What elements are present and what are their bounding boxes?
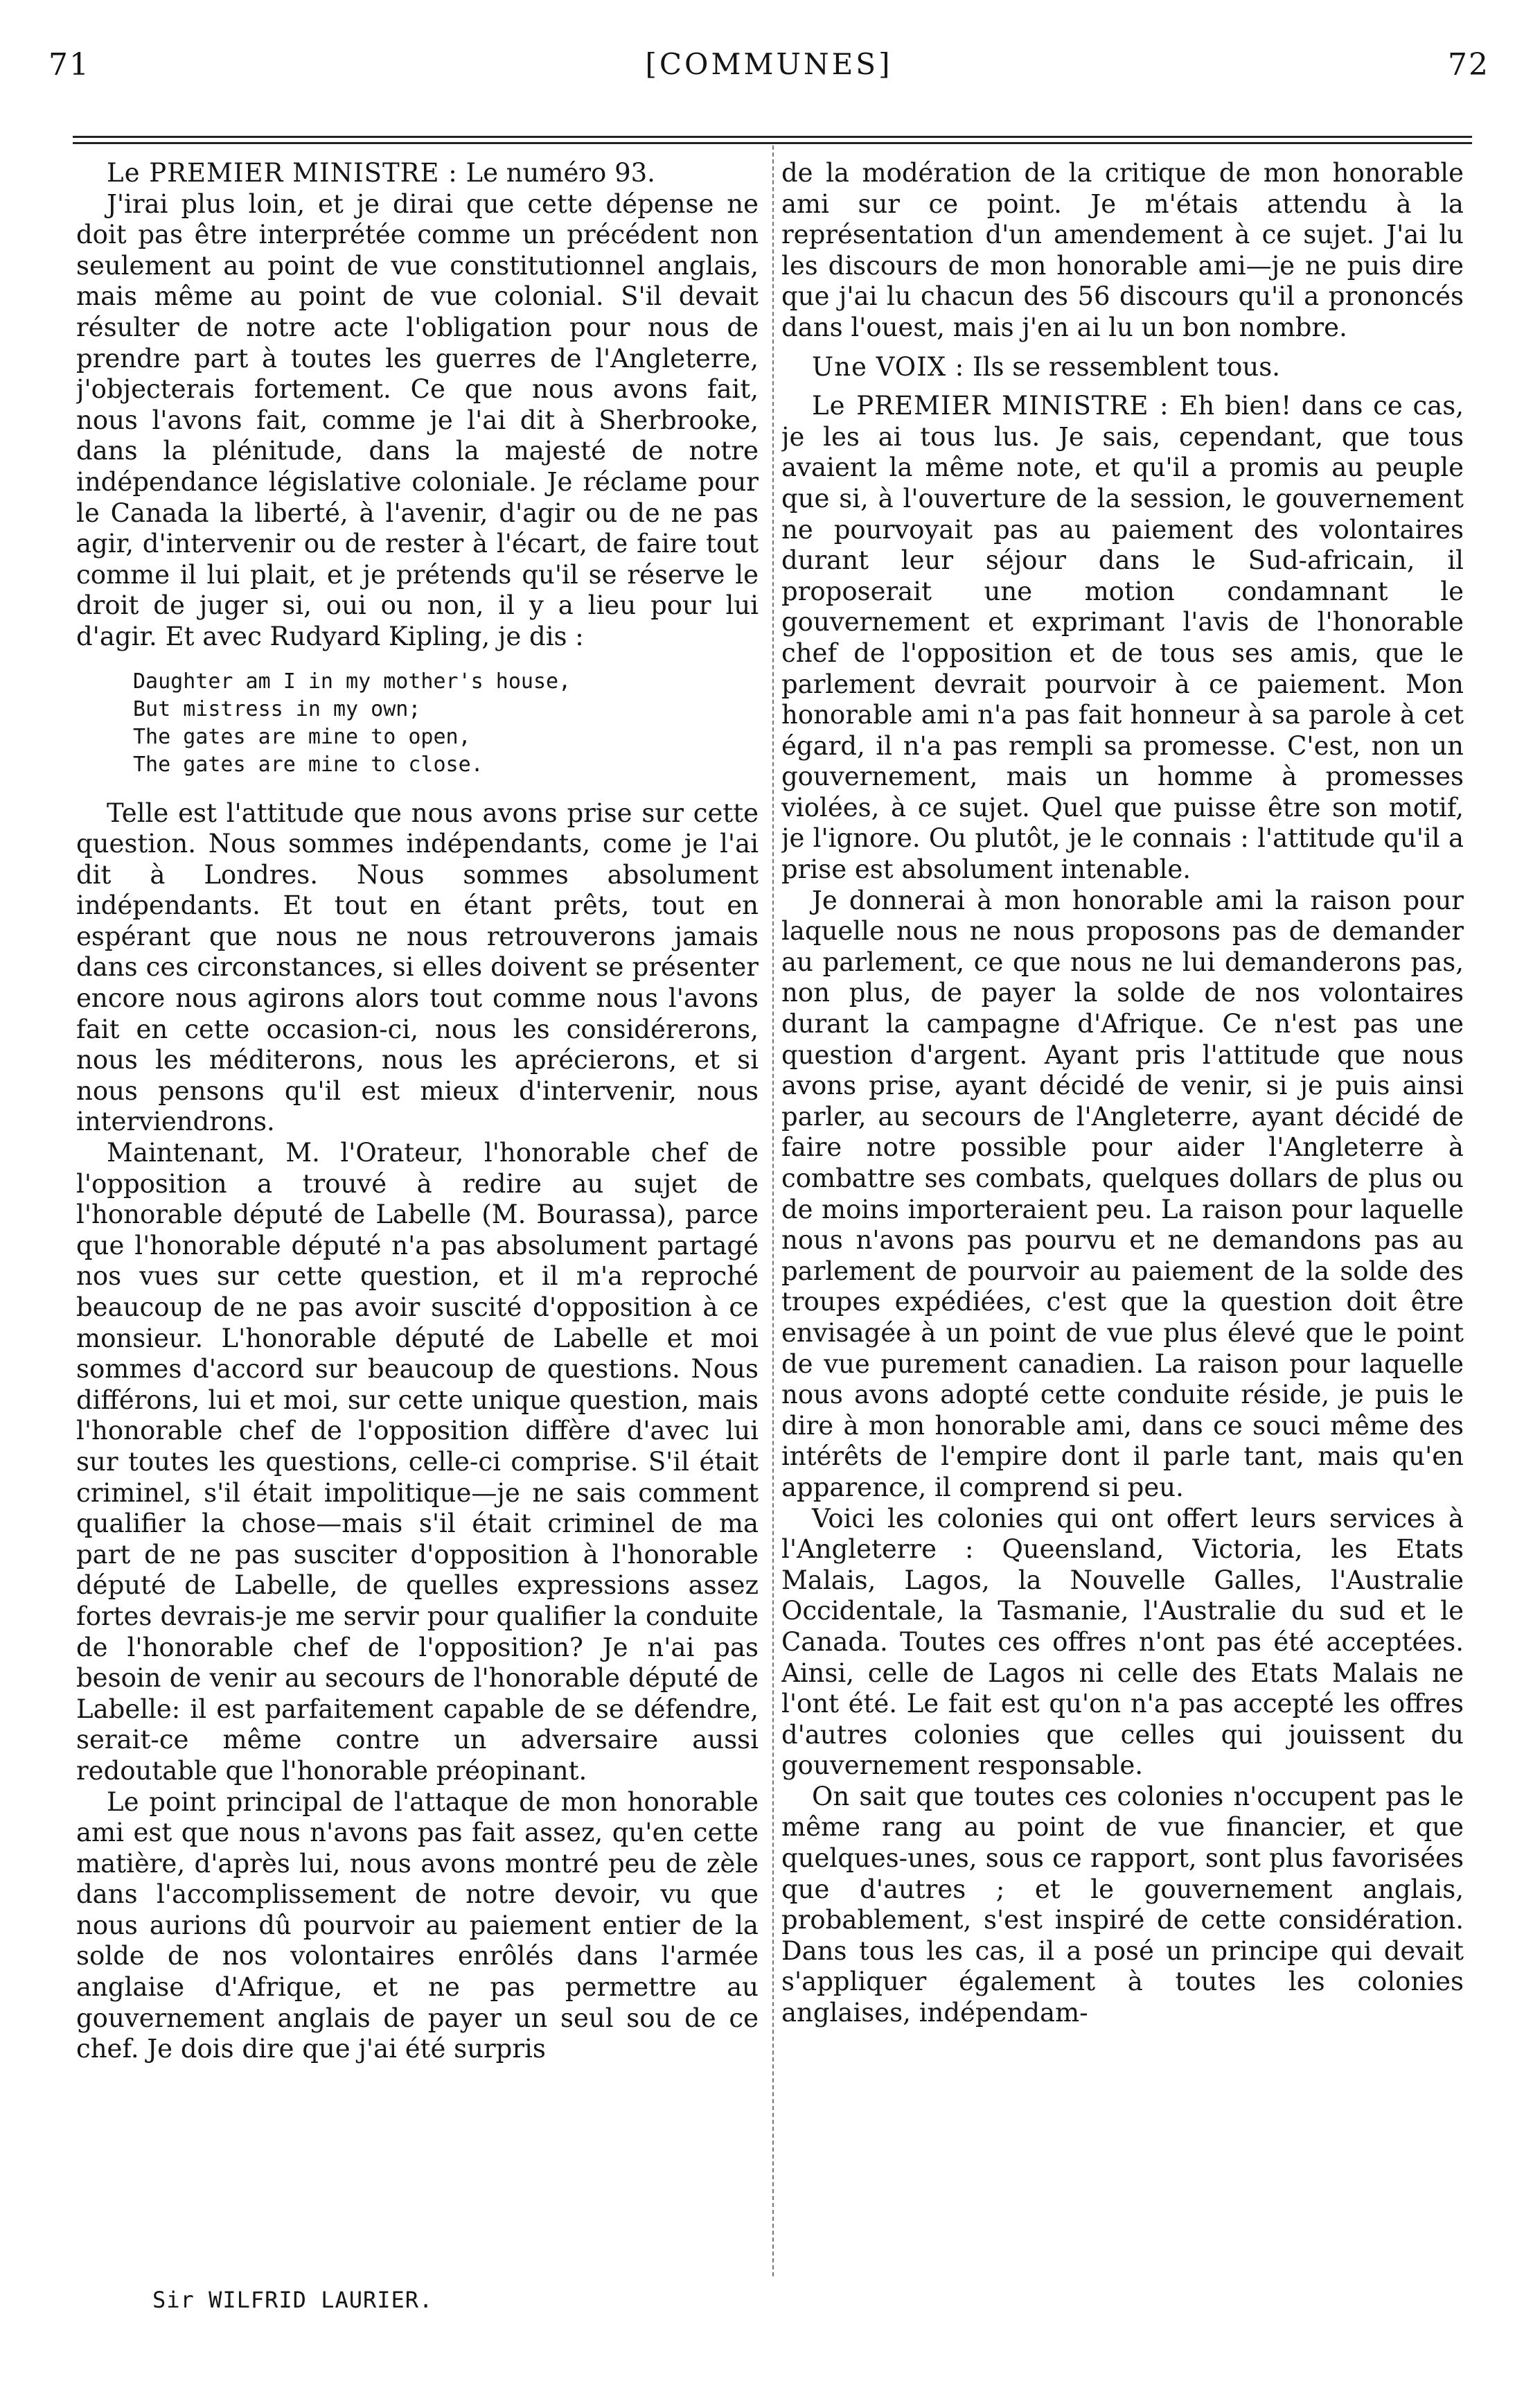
paragraph: de la modération de la critique de mon honorable ami sur ce point. Je m'étais attendu à la représentation d'un amendement à ce sujet. J'ai lu les discours de mon honorable ami—je ne puis dire que j'ai lu chacun des 56 discours qu'il a prononcés dans l'ouest, mais j'en ai lu un bon nombre. xyxy=(781,158,1464,342)
speech-text: Le numéro 93. xyxy=(466,158,655,188)
paragraph: Le point principal de l'attaque de mon honorable ami est que nous n'avons pas fait assez, qu'en cette matière, d'après lui, nous avons montré peu de zèle dans l'accomplissement de notre devoir, vu que nous aurions dû pourvoir au paiement entier de la solde de nos volontaires enrôlés dans l'armée anglaise d'Afrique, et ne pas permettre au gouvernement anglais de payer un seul sou de ce chef. Je dois dire que j'ai été surpris xyxy=(76,1786,759,2064)
running-title: [COMMUNES] xyxy=(645,47,893,81)
left-column xyxy=(76,158,759,2292)
right-column xyxy=(781,158,1464,2292)
speech-text: Ils se ressemblent tous. xyxy=(973,351,1281,382)
speaker-name: Le PREMIER MINISTRE : xyxy=(107,158,458,188)
page-number-left: 71 xyxy=(48,47,90,82)
signature-line: Sir WILFRID LAURIER. xyxy=(152,2287,434,2313)
page-number-right: 72 xyxy=(1448,47,1489,82)
speaker-name: Une VOIX : xyxy=(812,351,965,382)
paragraph: Je donnerai à mon honorable ami la raison pour laquelle nous ne nous proposons pas de demander au parlement, ce que nous ne lui demanderons pas, non plus, de payer la solde de nos volontaires durant la campagne d'Afrique. Ce n'est pas une question d'argent. Ayant pris l'attitude que nous avons prise, ayant décidé de venir, si je puis ainsi parler, au secours de l'Angleterre, ayant décidé de faire notre possible pour aider l'Angleterre à combattre ses combats, quelques dollars de plus ou de moins importeraient peu. La raison pour laquelle nous n'avons pas pourvu et ne demandons pas au parlement de pourvoir au paiement de la solde des troupes expédiées, c'est que la question doit être envisagée à un point de vue plus élevé que le point de vue purement canadien. La raison pour laquelle nous avons adopté cette conduite réside, je puis le dire à mon honorable ami, dans ce souci même des intérêts de l'empire dont il parle tant, mais qu'en apparence, il comprend si peu. xyxy=(781,885,1464,1502)
column-divider xyxy=(772,146,774,2276)
verse-line: Daughter am I in my mother's house, xyxy=(133,669,571,694)
paragraph xyxy=(781,352,1464,383)
paragraph: Maintenant, M. l'Orateur, l'honorable chef de l'opposition a trouvé à redire au sujet de l'honorable député de Labelle (M. Bourassa), parce que l'honorable député n'a pas absolument partagé nos vues sur cette question, et il m'a reproché beaucoup de ne pas avoir suscité d'opposition à ce monsieur. L'honorable député de Labelle et moi sommes d'accord sur beaucoup de questions. Nous différons, lui et moi, sur cette unique question, mais l'honorable chef de l'opposition diffère d'avec lui sur toutes les questions, celle-ci comprise. S'il était criminel, s'il était impolitique—je ne sais comment qualifier la chose—mais s'il était criminel de ma part de ne pas susciter d'opposition à l'honorable député de Labelle, de quelles expressions assez fortes devrais-je me servir pour qualifier la conduite de l'honorable chef de l'opposition? Je n'ai pas besoin de venir au secours de l'honorable député de Labelle: il est parfaitement capable de se défendre, serait-ce même contre un adversaire aussi redoutable que l'honorable préopinant. xyxy=(76,1138,759,1786)
header-rule xyxy=(73,136,1472,138)
speaker-name: Le PREMIER MINISTRE : xyxy=(812,391,1169,421)
quoted-verse xyxy=(133,668,759,779)
paragraph xyxy=(781,391,1464,886)
paragraph: Voici les colonies qui ont offert leurs services à l'Angleterre : Queensland, Victoria, les Etats Malais, Lagos, la Nouvelle Galles, l'Australie Occidentale, la Tasmanie, l'Australie du sud et le Canada. Toutes ces offres n'ont pas été acceptées. Ainsi, celle de Lagos ni celle des Etats Malais ne l'ont été. Le fait est qu'on n'a pas accepté les offres d'autres colonies que celles qui jouissent du gouvernement responsable. xyxy=(781,1503,1464,1781)
paragraph: On sait que toutes ces colonies n'occupent pas le même rang au point de vue financier, et que quelques-unes, sous ce rapport, sont plus favorisées que d'autres ; et le gouvernement anglais, probablement, s'est inspiré de cette considération. Dans tous les cas, il a posé un principe qui devait s'appliquer également à toutes les colonies anglaises, indépendam- xyxy=(781,1781,1464,2028)
paragraph xyxy=(76,158,759,189)
paragraph: J'irai plus loin, et je dirai que cette dépense ne doit pas être interprétée comme un précédent non seulement au point de vue constitutionnel anglais, mais même au point de vue colonial. S'il devait résulter de notre acte l'obligation pour nous de prendre part à toutes les guerres de l'Angleterre, j'objecterais fortement. Ce que nous avons fait, nous l'avons fait, comme je l'ai dit à Sherbrooke, dans la plénitude, dans la majesté de notre indépendance législative coloniale. Je réclame pour le Canada la liberté, à l'avenir, d'agir ou de ne pas agir, d'intervenir ou de rester à l'écart, de faire tout comme il lui plait, et je prétends qu'il se réserve le droit de juger si, oui ou non, il y a lieu pour lui d'agir. Et avec Rudyard Kipling, je dis : xyxy=(76,188,759,651)
header-rule-double xyxy=(73,142,1472,144)
paragraph: Telle est l'attitude que nous avons prise sur cette question. Nous sommes indépendants, come je l'ai dit à Londres. Nous sommes absolument indépendants. Et tout en étant prêts, tout en espérant que nous ne nous retrouverons jamais dans ces circonstances, si elles doivent se présenter encore nous agirons alors tout comme nous l'avons fait en cette occasion-ci, nous les considérerons, nous les méditerons, nous les aprécierons, et si nous pensons qu'il est mieux d'intervenir, nous interviendrons. xyxy=(76,798,759,1137)
speech-text: Eh bien! dans ce cas, je les ai tous lus. Je sais, cependant, que tous avaient la même note, et qu'il a promis au peuple que si, à l'ouverture de la session, le gouvernement ne pourvoyait pas au paiement des volontaires durant leur séjour dans le Sud-africain, il proposerait une motion condamnant le gouvernement et exprimant l'avis de l'honorable chef de l'opposition et de tous ses amis, que le parlement devrait pourvoir à ce paiement. Mon honorable ami n'a pas fait honneur à sa parole à cet égard, il n'a pas rempli sa promesse. C'est, non un gouvernement, mais un homme à promesses violées, à ce sujet. Quel que puisse être son motif, je l'ignore. Ou plutôt, je le connais : l'attitude qu'il a prise est absolument intenable. xyxy=(781,391,1464,885)
verse-line: The gates are mine to close. xyxy=(133,752,484,777)
verse-line: But mistress in my own; xyxy=(133,696,421,721)
page-header xyxy=(48,47,1489,89)
verse-line: The gates are mine to open, xyxy=(133,724,471,749)
